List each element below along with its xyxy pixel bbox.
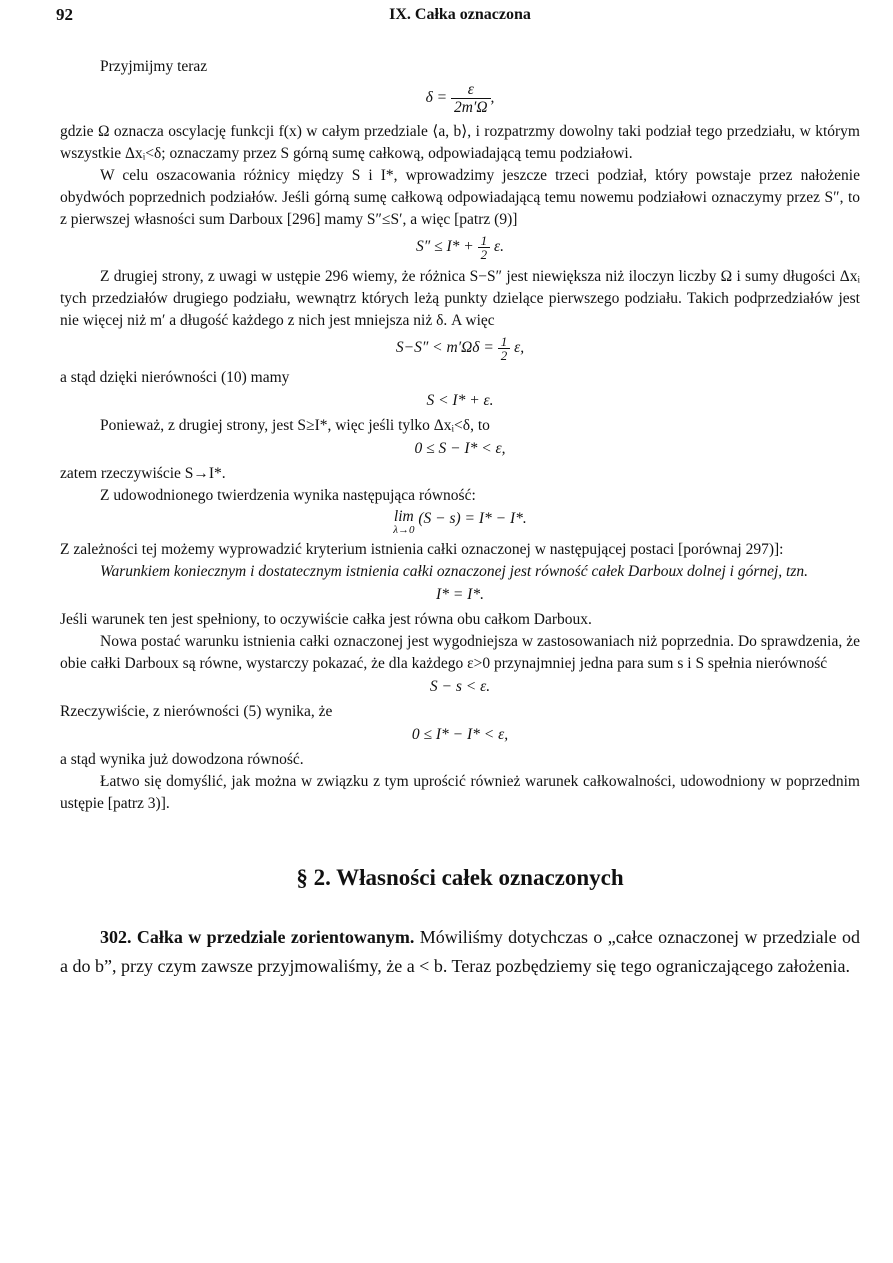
paragraph-if-satisfied: Jeśli warunek ten jest spełniony, to oczywiście całka jest równa obu całkom Darboux. (60, 611, 592, 628)
paragraph-since: Ponieważ, z drugiej strony, jest S≥I*, więc jeśli tylko Δxᵢ<δ, to (100, 417, 490, 434)
fraction: $\frac{\varepsilon}{2m'\Omega}$ (451, 81, 491, 116)
paragraph-proved: a stąd wynika już dowodzona równość. (60, 751, 304, 768)
equation-darboux-bounds: 0 ≤ I* − I* < ε, (411, 726, 509, 743)
equation-s-double-prime: S″ ≤ I* + $\frac{1}{2}$ ε. (416, 233, 504, 262)
fraction: $\frac{1}{2}$ (478, 234, 491, 261)
paragraph-difference: Z drugiej strony, z uwagi w ustępie 296 wiemy, że różnica S−S″ jest niewiększa niż iloczyn liczby Ω i sumy długości Δxᵢ tych przedziałów drugiego podziału, wewnątrz których leżą punkty dzielące pierwszego podziału. Takich podprzedziałów jest nie więcej niż m′ a długość każdego z nich jest mniejsza niż δ. A więc (60, 268, 860, 329)
subsection-text: Mówiliśmy dotychczas o „całce oznaczonej w przedziale od a do b”, przy czym zawsze przyjmowaliśmy, że a < b. Teraz pozbędziemy się tego ograniczającego założenia. (60, 927, 861, 976)
paragraph-oscillation: gdzie Ω oznacza oscylację funkcji f(x) w całym przedziale ⟨a, b⟩, i rozpatrzmy dowolny taki podział tego przedziału, w którym wszystkie Δxᵢ<δ; oznaczamy przez S górną sumę całkową, odpowiadającą temu podziałowi. (60, 123, 860, 162)
equation-darboux-equal: I* = I*. (436, 586, 484, 603)
paragraph-inequality-10: a stąd dzięki nierówności (10) mamy (60, 369, 290, 386)
paragraph-criterion: Z zależności tej możemy wyprowadzić kryterium istnienia całki oznaczonej w następującej postaci [porównaj 297)]: (60, 541, 784, 558)
page-number: 92 (56, 5, 73, 24)
equation-s-minus-s: S−S″ < m′Ωδ = $\frac{1}{2}$ ε, (395, 334, 525, 363)
subsection-label: 302. Całka w przedziale zorientowanym. (100, 927, 415, 947)
paragraph-new-form: Nowa postać warunku istnienia całki oznaczonej jest wygodniejsza w zastosowaniach niż poprzednia. Do sprawdzenia, że obie całki Darboux są równe, wystarczy pokazać, że dla każdego ε>0 przynajmniej jedna para sum s i S spełnia nierówność (60, 633, 860, 672)
paragraph-theorem-result: Z udowodnionego twierdzenia wynika następująca równość: (100, 487, 476, 504)
subsection-302 (60, 923, 860, 981)
paragraph-intro: Przyjmijmy teraz (100, 58, 208, 75)
equation-delta: δ = $\frac{\varepsilon}{2m'\Omega}$ , (425, 81, 495, 116)
running-title: IX. Całka oznaczona (389, 6, 531, 23)
paragraph-third-partition: W celu oszacowania różnicy między S i I*, wprowadzimy jeszcze trzeci podział, który powstaje przez nałożenie obydwóch poprzednich podziałów. Jeśli górną sumę całkową odpowiadającą temu nowemu podziałowi oznaczymy przez S″, to z pierwszej własności sum Darboux [296] mamy S″≤S′, a więc [patrz (9)] (60, 167, 860, 228)
page-body (60, 56, 860, 981)
paragraph-easy: Łatwo się domyślić, jak można w związku z tym uprościć również warunek całkowalności, udowodniony w poprzednim ustępie [patrz 3)]. (60, 773, 860, 812)
page-header (56, 4, 860, 28)
equation-s-less: S < I* + ε. (426, 392, 494, 409)
paragraph-indeed: Rzeczywiście, z nierówności (5) wynika, że (60, 703, 333, 720)
fraction: $\frac{1}{2}$ (498, 335, 511, 362)
paragraph-convergence: zatem rzeczywiście S→I*. (60, 465, 226, 482)
equation-bounds: 0 ≤ S − I* < ε, (414, 440, 506, 457)
equation-limit: lim λ→0 (S − s) = I* − I*. (393, 508, 527, 536)
book-page (56, 0, 861, 1263)
equation-sum-diff: S − s < ε. (429, 678, 491, 695)
theorem-statement: Warunkiem koniecznym i dostatecznym istnienia całki oznaczonej jest równość całek Darboux dolnej i górnej, tzn. (100, 563, 808, 580)
limit-operator: lim λ→0 (393, 508, 415, 536)
section-heading: § 2. Własności całek oznaczonych (296, 865, 624, 890)
